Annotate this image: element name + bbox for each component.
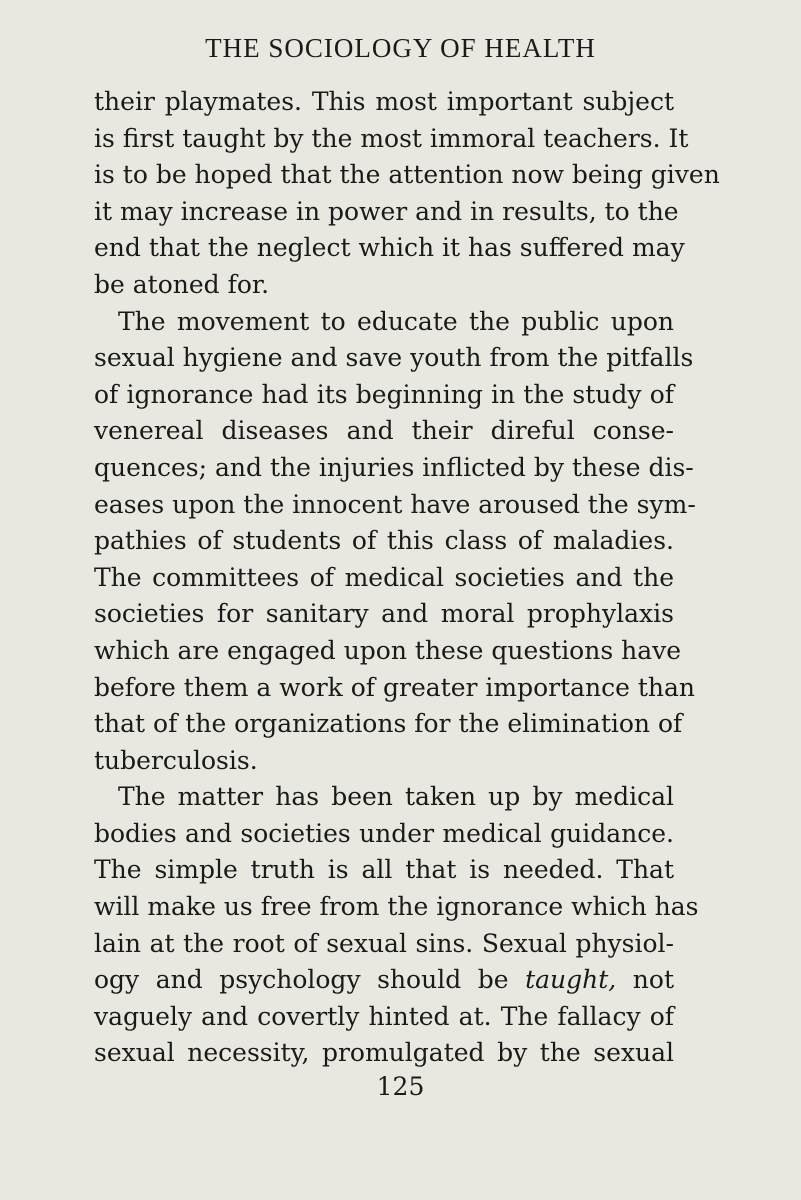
text-line: is first taught by the most immoral teachers. It bbox=[94, 123, 689, 153]
page-number: 125 bbox=[376, 1072, 425, 1101]
text-line: is to be hoped that the attention now being given bbox=[94, 160, 720, 190]
text-line: The committees of medical societies and the bbox=[94, 562, 674, 592]
text-line: ogy and psychology should be taught, not bbox=[94, 965, 674, 995]
text-line: before them a work of greater importance than bbox=[94, 672, 696, 702]
text-line: will make us free from the ignorance which has bbox=[94, 892, 699, 922]
text-line: The matter has been taken up by medical bbox=[118, 782, 674, 812]
emphasis-text: taught, bbox=[525, 965, 617, 995]
body-text bbox=[94, 84, 720, 1072]
text-line: venereal diseases and their direful conse- bbox=[94, 416, 674, 446]
text-line: societies for sanitary and moral prophylaxis bbox=[94, 599, 674, 629]
running-head: THE SOCIOLOGY OF HEALTH bbox=[205, 33, 596, 63]
text-line: bodies and societies under medical guidance. bbox=[94, 818, 674, 848]
text-line: it may increase in power and in results, to the bbox=[94, 196, 679, 226]
text-line: their playmates. This most important subject bbox=[94, 87, 674, 116]
text-line: vaguely and covertly hinted at. The fallacy of bbox=[94, 1001, 674, 1031]
text-line: that of the organizations for the elimination of bbox=[94, 709, 683, 739]
text-line: tuberculosis. bbox=[94, 745, 258, 775]
text-line: pathies of students of this class of maladies. bbox=[94, 526, 674, 556]
text-line: end that the neglect which it has suffered may bbox=[94, 233, 685, 263]
text-line: which are engaged upon these questions have bbox=[94, 635, 682, 665]
text-line: be atoned for. bbox=[94, 269, 270, 299]
text-line: quences; and the injuries inflicted by these dis- bbox=[94, 452, 694, 482]
text-line: sexual necessity, promulgated by the sexual bbox=[94, 1038, 674, 1068]
text-line: eases upon the innocent have aroused the sym- bbox=[94, 489, 696, 519]
text-line: sexual hygiene and save youth from the pitfalls bbox=[94, 343, 694, 373]
text-line: of ignorance had its beginning in the study of bbox=[94, 379, 674, 409]
text-line: The simple truth is all that is needed. That bbox=[94, 855, 674, 885]
text-line: lain at the root of sexual sins. Sexual physiol- bbox=[94, 928, 674, 958]
text-line: The movement to educate the public upon bbox=[118, 306, 674, 336]
